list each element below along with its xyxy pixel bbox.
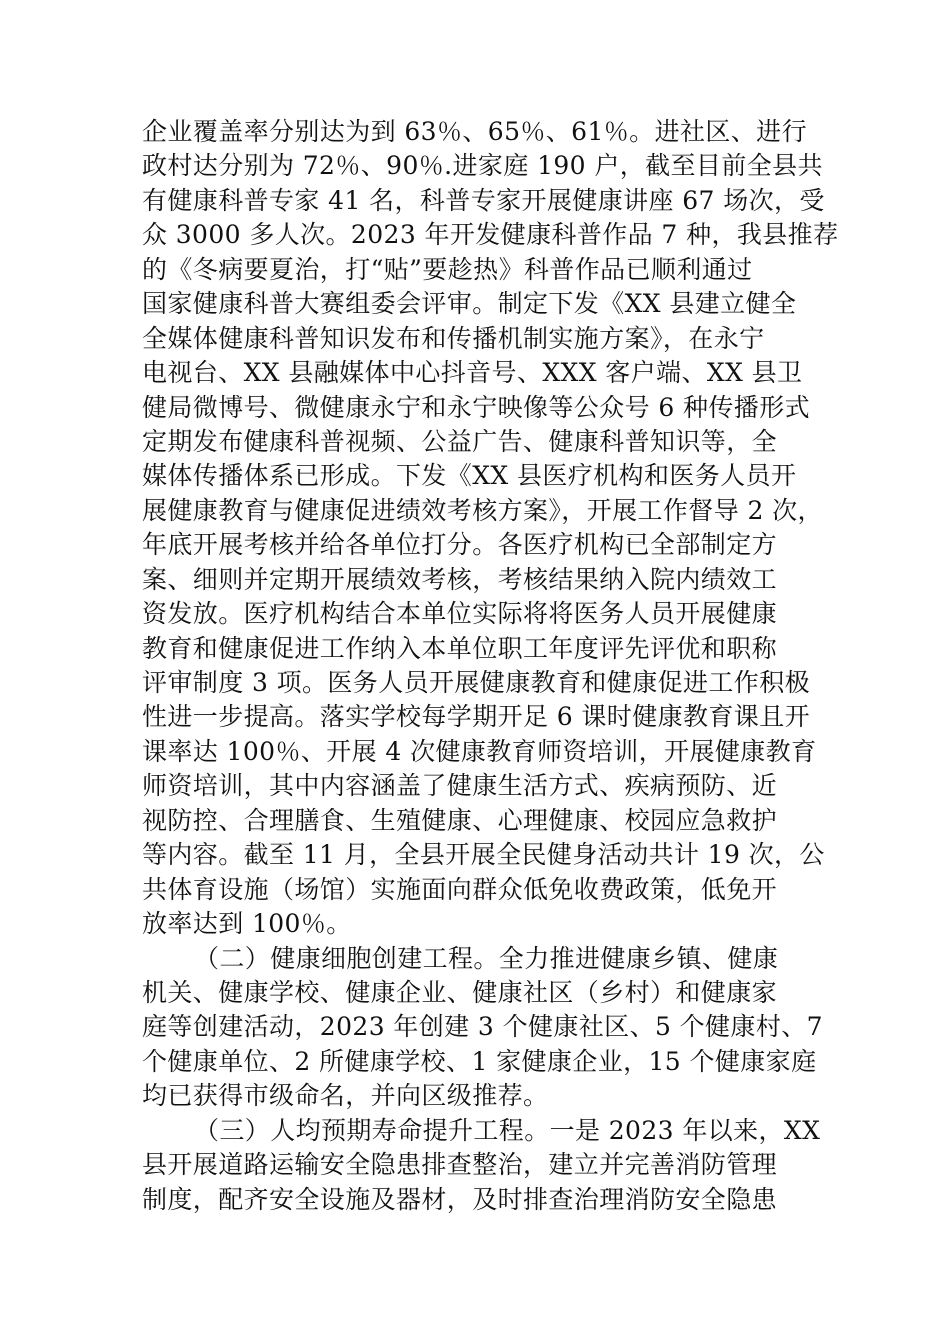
text-line: 性进一步提高。落实学校每学期开足 6 课时健康教育课且开: [142, 702, 811, 732]
text-line: 年底开展考核并给各单位打分。各医疗机构已全部制定方: [142, 530, 778, 560]
paragraph-first-line: （二）健康细胞创建工程。全力推进健康乡镇、健康: [194, 943, 779, 973]
text-line: 放率达到 100％。: [142, 909, 352, 939]
text-line: 庭等创建活动，2023 年创建 3 个健康社区、5 个健康村、7: [142, 1012, 823, 1042]
text-line: 政村达分别为 72％、90％.进家庭 190 户，截至目前全县共: [142, 151, 823, 181]
text-line: 评审制度 3 项。医务人员开展健康教育和健康促进工作积极: [142, 668, 811, 697]
text-line: 教育和健康促进工作纳入本单位职工年度评先评优和职称: [142, 633, 778, 663]
text-line: 的《冬病要夏治，打“贴”要趁热》科普作品已顺利通过: [142, 254, 753, 284]
text-line: 健局微博号、微健康永宁和永宁映像等公众号 6 种传播形式: [142, 392, 811, 422]
text-line: 企业覆盖率分别达为到 63％、65％、61％。进社区、进行: [142, 117, 807, 146]
text-line: 众 3000 多人次。2023 年开发健康科普作品 7 种，我县推荐: [142, 220, 839, 250]
body-text: [142, 115, 839, 1217]
text-line: 个健康单位、2 所健康学校、1 家健康企业，15 个健康家庭: [142, 1046, 817, 1076]
text-line: 制度，配齐安全设施及器材，及时排查治理消防安全隐患: [142, 1184, 778, 1214]
paragraph-first-line: （三）人均预期寿命提升工程。一是 2023 年以来，XX: [194, 1115, 821, 1145]
text-line: 媒体传播体系已形成。下发《XX 县医疗机构和医务人员开: [142, 461, 797, 491]
text-line: 电视台、XX 县融媒体中心抖音号、XXX 客户端、XX 县卫: [142, 358, 803, 388]
text-line: 共体育设施（场馆）实施面向群众低免收费政策，低免开: [142, 874, 778, 904]
text-line: 展健康教育与健康促进绩效考核方案》，开展工作督导 2 次，: [142, 495, 823, 525]
text-line: 案、细则并定期开展绩效考核，考核结果纳入院内绩效工: [142, 564, 778, 594]
text-line: 均已获得市级命名，并向区级推荐。: [142, 1081, 549, 1111]
text-line: 全媒体健康科普知识发布和传播机制实施方案》，在永宁: [142, 323, 765, 353]
text-line: 机关、健康学校、健康企业、健康社区（乡村）和健康家: [142, 977, 778, 1007]
text-line: 国家健康科普大赛组委会评审。制定下发《XX 县建立健全: [142, 289, 797, 319]
text-line: 有健康科普专家 41 名，科普专家开展健康讲座 67 场次，受: [142, 185, 825, 215]
text-line: 等内容。截至 11 月，全县开展全民健身活动共计 19 次，公: [142, 840, 825, 870]
text-line: 资发放。医疗机构结合本单位实际将将医务人员开展健康: [142, 599, 778, 629]
text-line: 课率达 100％、开展 4 次健康教育师资培训，开展健康教育: [142, 736, 817, 766]
text-line: 师资培训，其中内容涵盖了健康生活方式、疾病预防、近: [142, 771, 778, 801]
text-line: 县开展道路运输安全隐患排查整治，建立并完善消防管理: [142, 1150, 778, 1180]
text-line: 视防控、合理膳食、生殖健康、心理健康、校园应急救护: [142, 805, 778, 835]
text-line: 定期发布健康科普视频、公益广告、健康科普知识等，全: [142, 426, 778, 456]
